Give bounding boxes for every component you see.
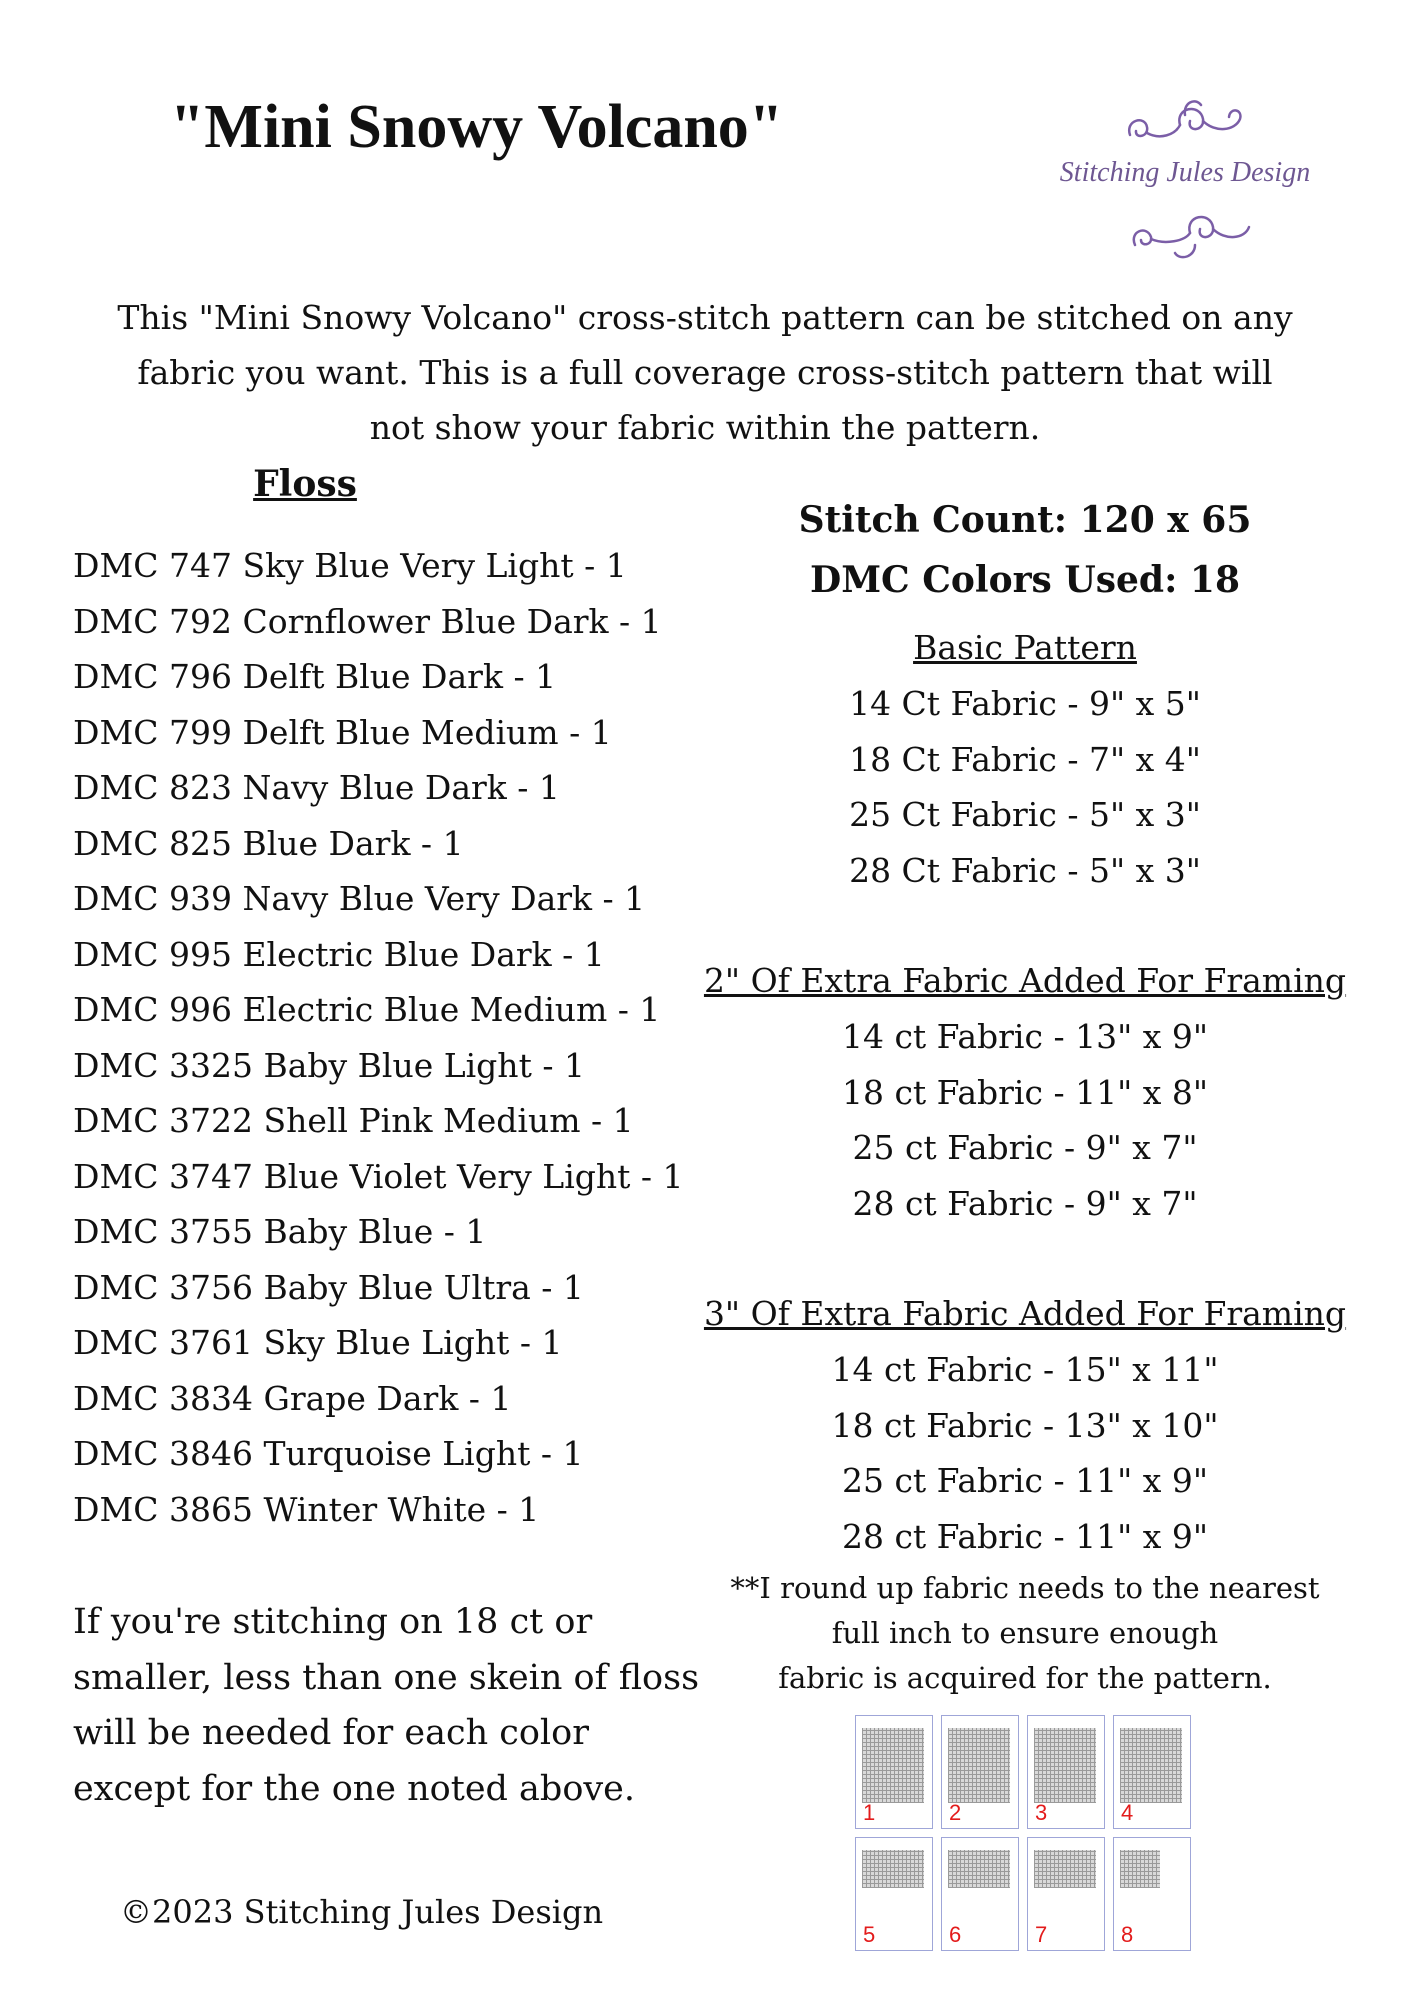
floss-heading: Floss: [253, 463, 357, 505]
pattern-page-thumbnail: [855, 1715, 933, 1829]
page-number: 4: [1121, 1800, 1134, 1825]
copyright: ©2023 Stitching Jules Design: [120, 1893, 604, 1931]
floss-item: DMC 3756 Baby Blue Ultra - 1: [73, 1267, 584, 1307]
floss-item: DMC 799 Delft Blue Medium - 1: [73, 712, 612, 752]
size-item: 25 ct Fabric - 9" x 7": [852, 1128, 1198, 1167]
footnote-line: full inch to ensure enough: [831, 1616, 1219, 1650]
rounding-footnote: [700, 1566, 1350, 1701]
floss-item: DMC 3761 Sky Blue Light - 1: [73, 1323, 563, 1362]
brand-logo: [1035, 95, 1335, 270]
fabric-info: [700, 490, 1350, 1701]
floss-item: DMC 3846 Turquoise Light - 1: [73, 1434, 584, 1473]
basic-pattern-sizes: [700, 676, 1350, 898]
floss-item: DMC 3325 Baby Blue Light - 1: [73, 1045, 585, 1085]
pattern-page-thumbnail: [1113, 1837, 1191, 1951]
size-item: 28 Ct Fabric - 5" x 3": [849, 850, 1201, 890]
pattern-page-thumbnail: [941, 1715, 1019, 1829]
size-item: 28 ct Fabric - 11" x 9": [841, 1516, 1209, 1556]
page-number: 1: [863, 1800, 876, 1825]
floss-item: DMC 796 Delft Blue Dark - 1: [73, 657, 557, 696]
floss-item: DMC 792 Cornflower Blue Dark - 1: [73, 601, 662, 641]
floss-item: DMC 3755 Baby Blue - 1: [73, 1212, 487, 1251]
floss-item: DMC 3865 Winter White - 1: [73, 1489, 540, 1529]
skein-note: If you're stitching on 18 ct or smaller, less than one skein of floss will be needed for each color except for the one noted above.: [73, 1602, 700, 1809]
intro-paragraph: This "Mini Snowy Volcano" cross-stitch pattern can be stitched on any fabric you want. This is a full coverage cross-stitch pattern that will not show your fabric within the pattern.: [117, 298, 1293, 447]
pattern-page-thumbnail: [941, 1837, 1019, 1951]
size-item: 18 ct Fabric - 13" x 10": [831, 1405, 1219, 1445]
floss-item: DMC 825 Blue Dark - 1: [73, 823, 464, 863]
size-item: 25 Ct Fabric - 5" x 3": [849, 795, 1201, 834]
floss-item: DMC 996 Electric Blue Medium - 1: [73, 990, 661, 1029]
floss-item: DMC 3747 Blue Violet Very Light - 1: [73, 1156, 684, 1196]
floss-item: DMC 3722 Shell Pink Medium - 1: [73, 1101, 634, 1140]
extra-2in-heading: 2" Of Extra Fabric Added For Framing: [703, 961, 1347, 1000]
footnote-line: fabric is acquired for the pattern.: [778, 1661, 1272, 1695]
floss-list: [73, 538, 684, 1537]
page-number: 2: [949, 1800, 962, 1825]
floss-item: DMC 823 Navy Blue Dark - 1: [73, 768, 560, 807]
extra-2in-sizes: [700, 1009, 1350, 1231]
page-number: 5: [863, 1922, 876, 1947]
size-item: 14 ct Fabric - 15" x 11": [831, 1350, 1219, 1389]
floss-item: DMC 3834 Grape Dark - 1: [73, 1378, 512, 1418]
pattern-page-thumbnail: [1027, 1837, 1105, 1951]
page-title: "Mini Snowy Volcano": [170, 93, 784, 161]
page-number: 7: [1035, 1922, 1048, 1947]
size-item: 18 Ct Fabric - 7" x 4": [849, 739, 1201, 779]
extra-3in-heading: 3" Of Extra Fabric Added For Framing: [703, 1294, 1347, 1333]
size-item: 25 ct Fabric - 11" x 9": [841, 1461, 1209, 1500]
page-number: 3: [1035, 1800, 1048, 1825]
pattern-page-thumbnail: [1113, 1715, 1191, 1829]
stitch-count: Stitch Count: 120 x 65: [798, 499, 1252, 541]
brand-logo-text: Stitching Jules Design: [1059, 157, 1311, 188]
floss-item: DMC 995 Electric Blue Dark - 1: [73, 934, 605, 974]
floss-item: DMC 747 Sky Blue Very Light - 1: [73, 546, 627, 585]
extra-3in-sizes: [700, 1342, 1350, 1564]
size-item: 18 ct Fabric - 11" x 8": [841, 1072, 1209, 1112]
size-item: 14 Ct Fabric - 9" x 5": [849, 684, 1201, 723]
pattern-page-thumbnail: [1027, 1715, 1105, 1829]
page-number: 8: [1121, 1922, 1134, 1947]
floss-item: DMC 939 Navy Blue Very Dark - 1: [73, 879, 646, 918]
page-number: 6: [949, 1922, 962, 1947]
size-item: 14 ct Fabric - 13" x 9": [841, 1017, 1209, 1056]
colors-used: DMC Colors Used: 18: [809, 559, 1241, 601]
footnote-line: **I round up fabric needs to the nearest: [730, 1571, 1320, 1605]
size-item: 28 ct Fabric - 9" x 7": [852, 1183, 1198, 1223]
pattern-page-thumbnail: [855, 1837, 933, 1951]
basic-pattern-heading: Basic Pattern: [913, 628, 1137, 667]
